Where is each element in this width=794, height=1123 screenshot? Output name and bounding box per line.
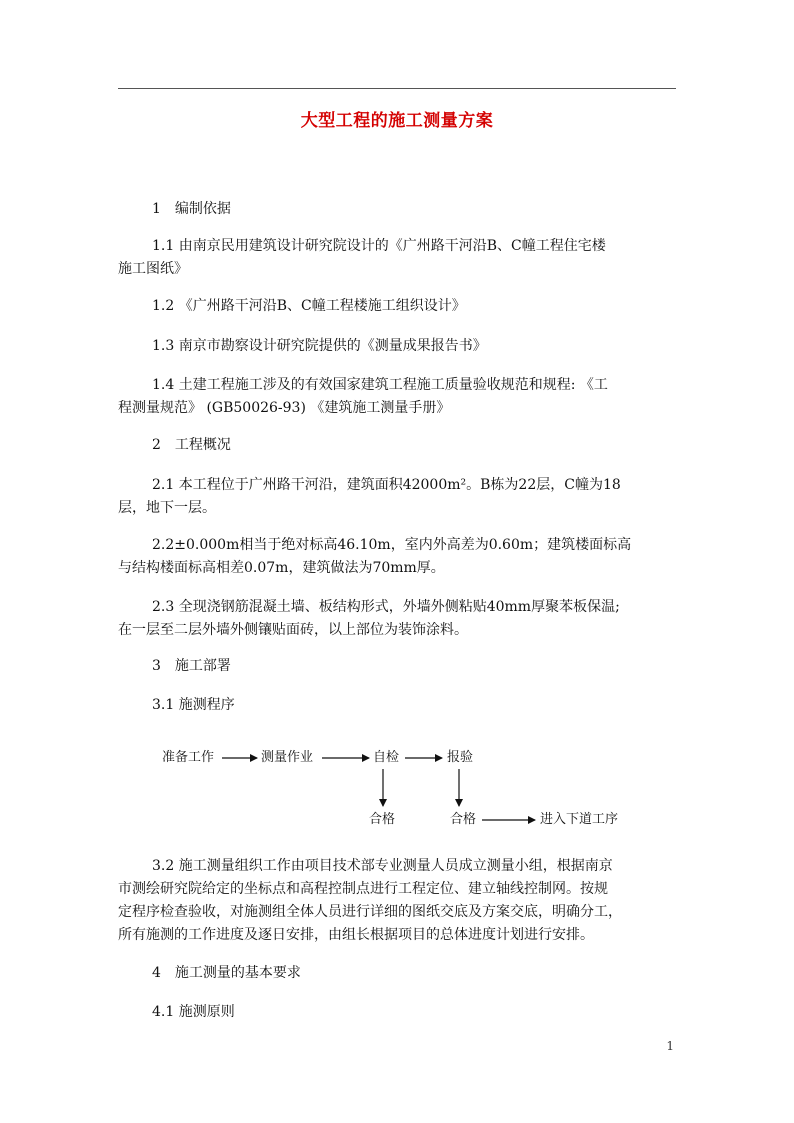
paragraph-line: 所有施测的工作进度及逐日安排，由组长根据项目的总体进度计划进行安排。: [118, 927, 594, 943]
paragraph-line: 程测量规范》 (GB50026-93) 《建筑施工测量手册》: [118, 400, 451, 416]
paragraph-line: 1.2 《广州路干河沿B、C幢工程楼施工组织设计》: [152, 298, 466, 314]
paragraph-line: 在一层至二层外墙外侧镶贴面砖，以上部位为装饰涂料。: [118, 622, 468, 638]
document-title: 大型工程的施工测量方案: [300, 111, 494, 131]
paragraph-line: 4.1 施测原则: [152, 1004, 235, 1020]
paragraph-line: 施工图纸》: [118, 261, 188, 277]
flow-node-self-check: 自检: [373, 750, 400, 765]
flow-node-next-process: 进入下道工序: [540, 812, 619, 827]
flow-node-survey: 测量作业: [261, 750, 314, 765]
paragraph-line: 1.4 土建工程施工涉及的有效国家建筑工程施工质量验收规范和规程: 《工: [152, 377, 608, 393]
paragraph-line: 2.3 全现浇钢筋混凝土墙、板结构形式，外墙外侧粘贴40mm厚聚苯板保温;: [152, 599, 620, 615]
flow-node-prepare: 准备工作: [162, 750, 215, 765]
paragraph-line: 与结构楼面标高相差0.07m，建筑做法为70mm厚。: [118, 560, 445, 576]
flow-node-qualified-1: 合格: [369, 812, 396, 827]
flow-node-qualified-2: 合格: [450, 812, 477, 827]
paragraph-line: 3.1 施测程序: [152, 697, 235, 713]
paragraph-line: 市测绘研究院给定的坐标点和高程控制点进行工程定位、建立轴线控制网。按规: [118, 881, 608, 897]
section-heading-4: 4 施工测量的基本要求: [152, 965, 301, 981]
section-heading-3: 3 施工部署: [152, 658, 231, 674]
paragraph-line: 2.1 本工程位于广州路干河沿，建筑面积42000m²。B栋为22层，C幢为18: [152, 477, 621, 493]
paragraph-line: 3.2 施工测量组织工作由项目技术部专业测量人员成立测量小组，根据南京: [152, 858, 613, 874]
paragraph-line: 定程序检查验收，对施测组全体人员进行详细的图纸交底及方案交底，明确分工，: [118, 904, 622, 920]
paragraph-line: 1.1 由南京民用建筑设计研究院设计的《广州路干河沿B、C幢工程住宅楼: [152, 238, 606, 254]
paragraph-line: 2.2±0.000m相当于绝对标高46.10m，室内外高差为0.60m；建筑楼面标高: [152, 537, 632, 553]
paragraph-line: 1.3 南京市勘察设计研究院提供的《测量成果报告书》: [152, 338, 487, 354]
flow-node-report-check: 报验: [447, 750, 474, 765]
paragraph-line: 层，地下一层。: [118, 500, 216, 516]
section-heading-1: 1 编制依据: [152, 201, 231, 217]
section-heading-2: 2 工程概况: [152, 437, 231, 453]
page-number: 1: [666, 1039, 674, 1053]
